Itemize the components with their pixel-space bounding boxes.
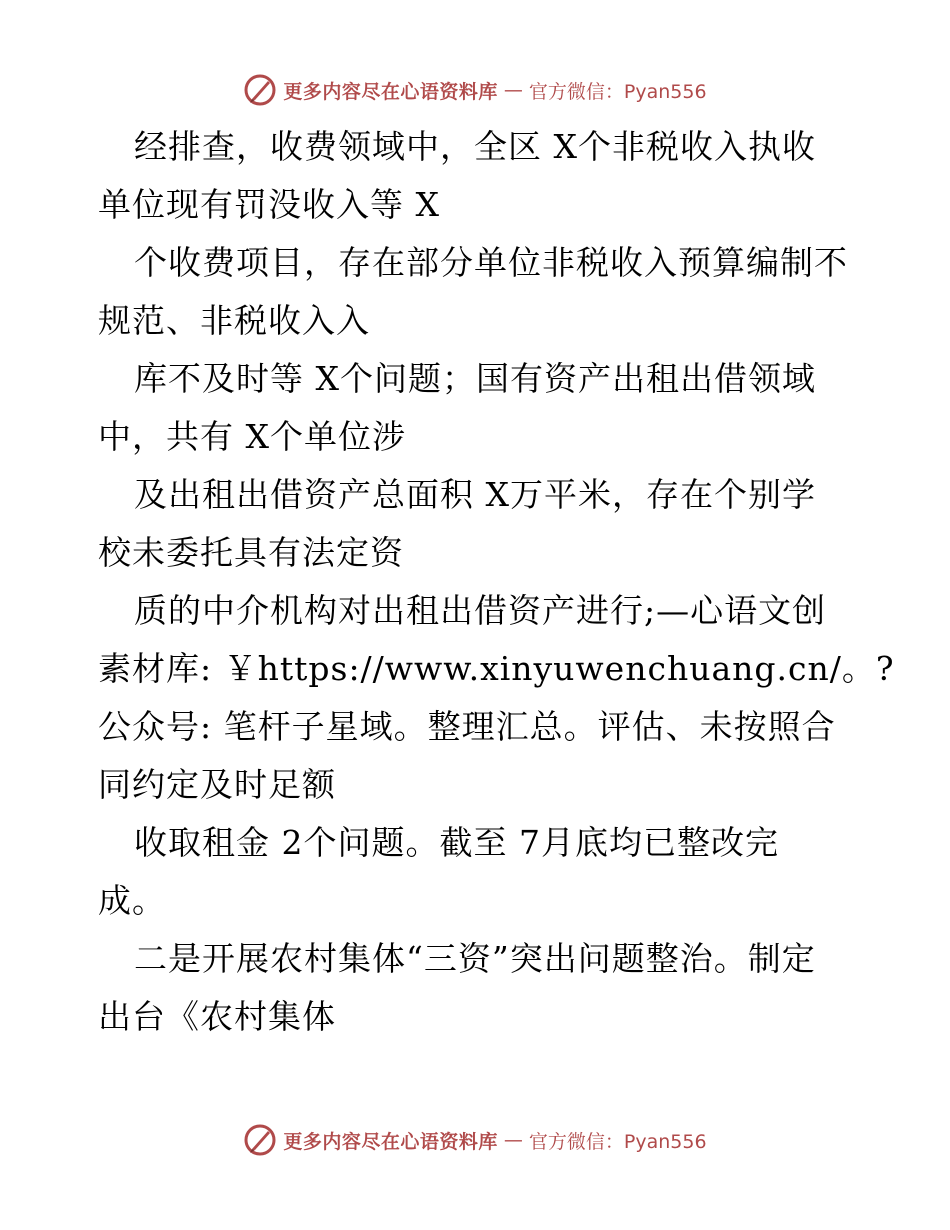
body-line-5: 库不及时等 X个问题；国有资产出租出借领域 xyxy=(134,359,816,398)
footer-banner xyxy=(0,1120,950,1160)
body-line-4: 规范、非税收入入 xyxy=(98,301,370,340)
footer-brand-text: 更多内容尽在心语资料库 xyxy=(283,1130,498,1153)
footer-separator: — xyxy=(503,1129,523,1151)
body-line-3: 个收费项目，存在部分单位非税收入预算编制不 xyxy=(134,243,848,282)
body-line-6: 中，共有 X个单位涉 xyxy=(98,417,406,456)
header-contact: 官方微信：Pyan556 xyxy=(528,80,707,103)
header-banner xyxy=(0,70,950,110)
header-separator: — xyxy=(503,79,523,101)
body-line-16: 出台《农村集体 xyxy=(98,997,336,1036)
body-line-9: 质的中介机构对出租出借资产进行;—心语文创 xyxy=(134,591,827,630)
body-line-10: 素材库: ￥https://www.xinyuwenchuang.cn/。? xyxy=(98,649,895,688)
body-line-14: 成。 xyxy=(98,881,166,920)
quill-pen-logo-icon xyxy=(243,1123,277,1157)
body-line-12: 同约定及时足额 xyxy=(98,765,336,804)
body-line-13: 收取租金 2个问题。截至 7月底均已整改完 xyxy=(134,823,779,862)
quill-pen-logo-icon xyxy=(243,73,277,107)
body-line-15: 二是开展农村集体“三资”突出问题整治。制定 xyxy=(134,939,816,978)
body-line-2: 单位现有罚没收入等 X xyxy=(98,185,440,224)
body-line-8: 校未委托具有法定资 xyxy=(98,533,404,572)
header-brand-text: 更多内容尽在心语资料库 xyxy=(283,80,498,103)
footer-contact: 官方微信：Pyan556 xyxy=(528,1130,707,1153)
body-line-11: 公众号: 笔杆子星域。整理汇总。评估、未按照合 xyxy=(98,707,836,746)
body-line-7: 及出租出借资产总面积 X万平米，存在个别学 xyxy=(134,475,816,514)
body-line-1: 经排查，收费领域中，全区 X个非税收入执收 xyxy=(134,127,816,166)
document-body xyxy=(98,118,895,1046)
